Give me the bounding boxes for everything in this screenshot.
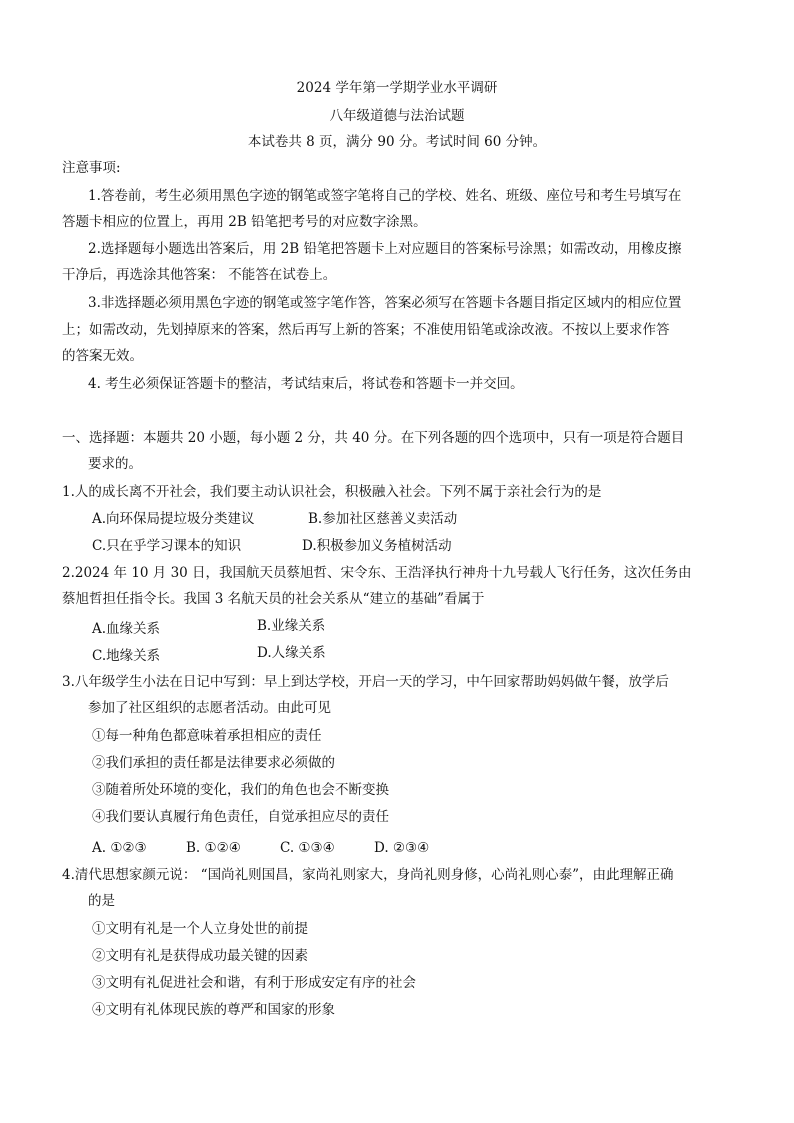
statement-item: ④文明有礼体现民族的尊严和国家的形象 (92, 1002, 335, 1018)
option-d: D.积极参加义务植树活动 (302, 538, 452, 554)
option-a: A. ①②③ (92, 840, 147, 856)
option-b: B.业缘关系 (257, 618, 326, 634)
statement-item: ①文明有礼是一个人立身处世的前提 (92, 921, 308, 937)
option-c: C.地缘关系 (92, 648, 161, 664)
option-a: A.血缘关系 (92, 621, 161, 637)
notice-heading: 注意事项: (62, 160, 121, 176)
section-heading: 一、选择题：本题共 20 小题，每小题 2 分，共 40 分。在下列各题的四个选项中，只有一项是符合题目 (62, 430, 685, 446)
option-a: A.向环保局提垃圾分类建议 (92, 511, 255, 527)
statement-item: ③随着所处环境的变化，我们的角色也会不断变换 (92, 782, 389, 798)
option-c: C. ①③④ (280, 840, 335, 856)
question-stem-cont: 蔡旭哲担任指令长。我国 3 名航天员的社会关系从“建立的基础”看属于 (62, 591, 485, 607)
question-stem: 2.2024 年 10 月 30 日，我国航天员蔡旭哲、宋令东、王浩泽执行神舟十九号载人飞行任务，这次任务由 (62, 565, 692, 581)
notice-line: 4. 考生必须保证答题卡的整洁，考试结束后，将试卷和答题卡一并交回。 (88, 376, 524, 392)
statement-item: ③文明有礼促进社会和谐，有利于形成安定有序的社会 (92, 975, 416, 991)
statement-item: ①每一种角色都意味着承担相应的责任 (92, 728, 322, 744)
exam-subtitle: 八年级道德与法治试题 (329, 108, 465, 124)
option-d: D. ②③④ (374, 840, 430, 856)
notice-line: 的答案无效。 (62, 348, 143, 364)
notice-line: 干净后，再选涂其他答案： 不能答在试卷上。 (62, 267, 337, 283)
option-b: B.参加社区慈善义卖活动 (308, 511, 458, 527)
option-c: C.只在乎学习课本的知识 (92, 538, 242, 554)
statement-item: ②我们承担的责任都是法律要求必须做的 (92, 755, 335, 771)
notice-line: 2.选择题每小题选出答案后，用 2B 铅笔把答题卡上对应题目的答案标号涂黑；如需改动，用橡皮擦 (88, 241, 682, 257)
question-stem-cont: 的是 (88, 893, 115, 909)
question-stem: 4.清代思想家颜元说： “国尚礼则国昌，家尚礼则家大，身尚礼则身修，心尚礼则心泰”，由此理解正确 (62, 867, 674, 883)
exam-title: 2024 学年第一学期学业水平调研 (296, 80, 498, 96)
statement-item: ④我们要认真履行角色责任，自觉承担应尽的责任 (92, 809, 389, 825)
notice-line: 答题卡相应的位置上，再用 2B 铅笔把考号的对应数字涂黑。 (62, 214, 427, 230)
question-stem-cont: 参加了社区组织的志愿者活动。由此可见 (88, 700, 331, 716)
statement-item: ②文明有礼是获得成功最关键的因素 (92, 948, 308, 964)
notice-line: 3.非选择题必须用黑色字迹的钢笔或签字笔作答，答案必须写在答题卡各题目指定区域内的相应位置 (88, 295, 682, 311)
option-b: B. ①②④ (186, 840, 241, 856)
question-stem: 3.八年级学生小法在日记中写到：早上到达学校，开启一天的学习，中午回家帮助妈妈做午餐，放学后 (62, 674, 669, 690)
question-stem: 1.人的成长离不开社会，我们要主动认识社会，积极融入社会。下列不属于亲社会行为的是 (62, 484, 602, 500)
section-heading-cont: 要求的。 (88, 456, 142, 472)
notice-line: 1.答卷前，考生必须用黑色字迹的钢笔或签字笔将自己的学校、姓名、班级、座位号和考生号填写在 (88, 188, 682, 204)
exam-info: 本试卷共 8 页，满分 90 分。考试时间 60 分钟。 (247, 134, 547, 150)
option-d: D.人缘关系 (257, 645, 326, 661)
notice-line: 上；如需改动，先划掉原来的答案，然后再写上新的答案；不准使用铅笔或涂改液。不按以上要求作答 (62, 322, 670, 338)
